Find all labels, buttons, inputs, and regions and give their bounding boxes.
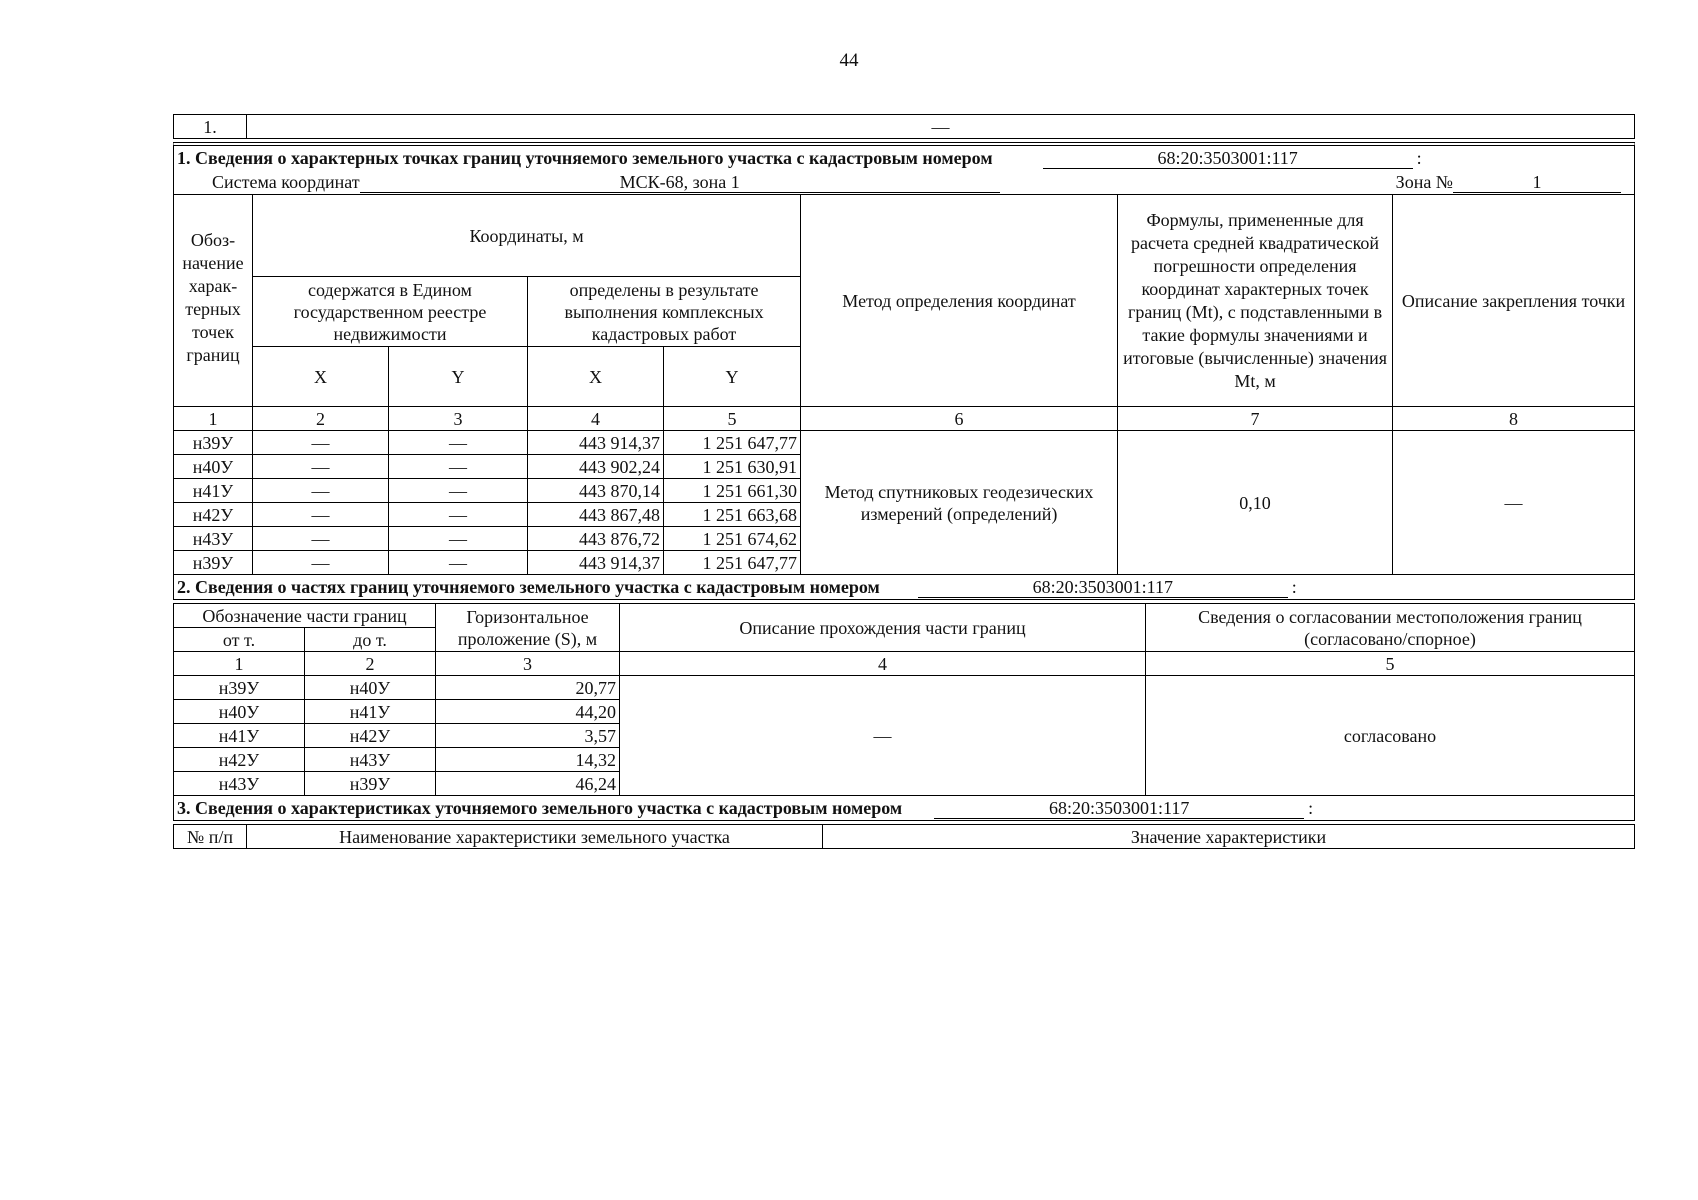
section1-colon: :: [1416, 147, 1422, 168]
col-num-1: 1: [174, 652, 305, 676]
coord-system-label: Система координат: [212, 171, 360, 192]
point-name: н43У: [174, 527, 253, 551]
section3-header: [173, 796, 1635, 821]
mt-value: 0,10: [1118, 431, 1393, 575]
point-x2: 443 876,72: [528, 527, 664, 551]
section2-title: 2. Сведения о частях границ уточняемого земельного участка с кадастровым номером: [177, 576, 880, 597]
header-description: Описание прохождения части границ: [620, 604, 1146, 652]
point-name: н39У: [174, 431, 253, 455]
point-y1: —: [389, 551, 528, 575]
header-designation-text: Обоз-начение харак-терных точек границ: [182, 230, 244, 365]
top-row-value: —: [247, 115, 1635, 139]
part-from: н41У: [174, 724, 305, 748]
part-to: н41У: [305, 700, 436, 724]
part-distance: 44,20: [436, 700, 620, 724]
col-num-3: 3: [436, 652, 620, 676]
point-y1: —: [389, 479, 528, 503]
part-distance: 20,77: [436, 676, 620, 700]
header-coordinates: Координаты, м: [253, 195, 801, 277]
point-x1: —: [253, 551, 389, 575]
header-method: Метод определения координат: [801, 195, 1118, 407]
section2-header: [173, 575, 1635, 600]
header-part-designation: Обозначение части границ: [174, 604, 436, 628]
col-num-4: 4: [620, 652, 1146, 676]
point-x2: 443 870,14: [528, 479, 664, 503]
header-y1: Y: [389, 347, 528, 407]
part-from: н39У: [174, 676, 305, 700]
top-row-number: 1.: [174, 115, 247, 139]
point-y2: 1 251 647,77: [664, 431, 801, 455]
point-y2: 1 251 661,30: [664, 479, 801, 503]
zone-value: 1: [1453, 172, 1621, 193]
point-name: н41У: [174, 479, 253, 503]
header-x2: X: [528, 347, 664, 407]
section2-cadastral-number: 68:20:3503001:117: [918, 577, 1288, 598]
part-to: н43У: [305, 748, 436, 772]
section1-title: 1. Сведения о характерных точках границ уточняемого земельного участка с кадастровым номером: [177, 147, 993, 168]
header-from: от т.: [174, 628, 305, 652]
point-x1: —: [253, 479, 389, 503]
method-value: Метод спутниковых геодезических измерений (определений): [801, 431, 1118, 575]
header-formulas: Формулы, примененные для расчета средней квадратической погрешности определения координат характерных точек границ (Mt), с подставленными в такие формулы значениями и итоговые (вычисленные) значения Mt, м: [1118, 195, 1393, 407]
header-egrn: содержатся в Едином государственном реестре недвижимости: [253, 277, 528, 347]
points-table: [173, 194, 1635, 575]
point-x1: —: [253, 527, 389, 551]
table-row: [174, 676, 1635, 700]
page-number: 44: [839, 50, 859, 71]
section3-cadastral-number: 68:20:3503001:117: [934, 798, 1304, 819]
part-distance: 46,24: [436, 772, 620, 796]
point-y2: 1 251 663,68: [664, 503, 801, 527]
section2-colon: :: [1291, 576, 1297, 597]
point-y1: —: [389, 455, 528, 479]
point-y1: —: [389, 503, 528, 527]
point-x2: 443 914,37: [528, 431, 664, 455]
col-num-1: 1: [174, 407, 253, 431]
col-num-5: 5: [1146, 652, 1635, 676]
header-to: до т.: [305, 628, 436, 652]
col-num-6: 6: [801, 407, 1118, 431]
header-horizontal: Горизонтальное проложение (S), м: [436, 604, 620, 652]
header-value: Значение характеристики: [823, 825, 1635, 849]
point-x1: —: [253, 503, 389, 527]
col-num-8: 8: [1393, 407, 1635, 431]
header-designation: [174, 195, 253, 407]
header-fixing: Описание закрепления точки: [1393, 195, 1635, 407]
point-name: н40У: [174, 455, 253, 479]
section1-header: [173, 142, 1635, 194]
point-x1: —: [253, 431, 389, 455]
header-num: № п/п: [174, 825, 247, 849]
col-num-7: 7: [1118, 407, 1393, 431]
point-name: н42У: [174, 503, 253, 527]
col-num-2: 2: [253, 407, 389, 431]
part-to: н39У: [305, 772, 436, 796]
col-num-5: 5: [664, 407, 801, 431]
header-kkr: определены в результате выполнения комплексных кадастровых работ: [528, 277, 801, 347]
part-from: н42У: [174, 748, 305, 772]
fixing-value: —: [1393, 431, 1635, 575]
point-x2: 443 914,37: [528, 551, 664, 575]
part-distance: 14,32: [436, 748, 620, 772]
table-row: [174, 431, 1635, 455]
section3-title: 3. Сведения о характеристиках уточняемого земельного участка с кадастровым номером: [177, 797, 903, 818]
col-num-2: 2: [305, 652, 436, 676]
description-value: —: [620, 676, 1146, 796]
coord-system-value: МСК-68, зона 1: [360, 172, 1000, 193]
point-y2: 1 251 630,91: [664, 455, 801, 479]
top-row-table: [173, 114, 1635, 139]
col-num-3: 3: [389, 407, 528, 431]
part-from: н40У: [174, 700, 305, 724]
parts-table: [173, 603, 1635, 796]
point-y1: —: [389, 527, 528, 551]
section3-colon: :: [1308, 797, 1314, 818]
point-x2: 443 867,48: [528, 503, 664, 527]
point-y2: 1 251 674,62: [664, 527, 801, 551]
point-y2: 1 251 647,77: [664, 551, 801, 575]
header-agreement: Сведения о согласовании местоположения границ (согласовано/спорное): [1146, 604, 1635, 652]
cadastral-document: [173, 114, 1635, 849]
part-from: н43У: [174, 772, 305, 796]
agreement-value: согласовано: [1146, 676, 1635, 796]
point-x1: —: [253, 455, 389, 479]
header-name: Наименование характеристики земельного участка: [247, 825, 823, 849]
point-x2: 443 902,24: [528, 455, 664, 479]
characteristics-table: [173, 824, 1635, 849]
part-distance: 3,57: [436, 724, 620, 748]
point-y1: —: [389, 431, 528, 455]
header-x1: X: [253, 347, 389, 407]
zone-label: Зона №: [1395, 171, 1453, 192]
col-num-4: 4: [528, 407, 664, 431]
part-to: н40У: [305, 676, 436, 700]
section1-cadastral-number: 68:20:3503001:117: [1043, 148, 1413, 169]
point-name: н39У: [174, 551, 253, 575]
header-y2: Y: [664, 347, 801, 407]
part-to: н42У: [305, 724, 436, 748]
